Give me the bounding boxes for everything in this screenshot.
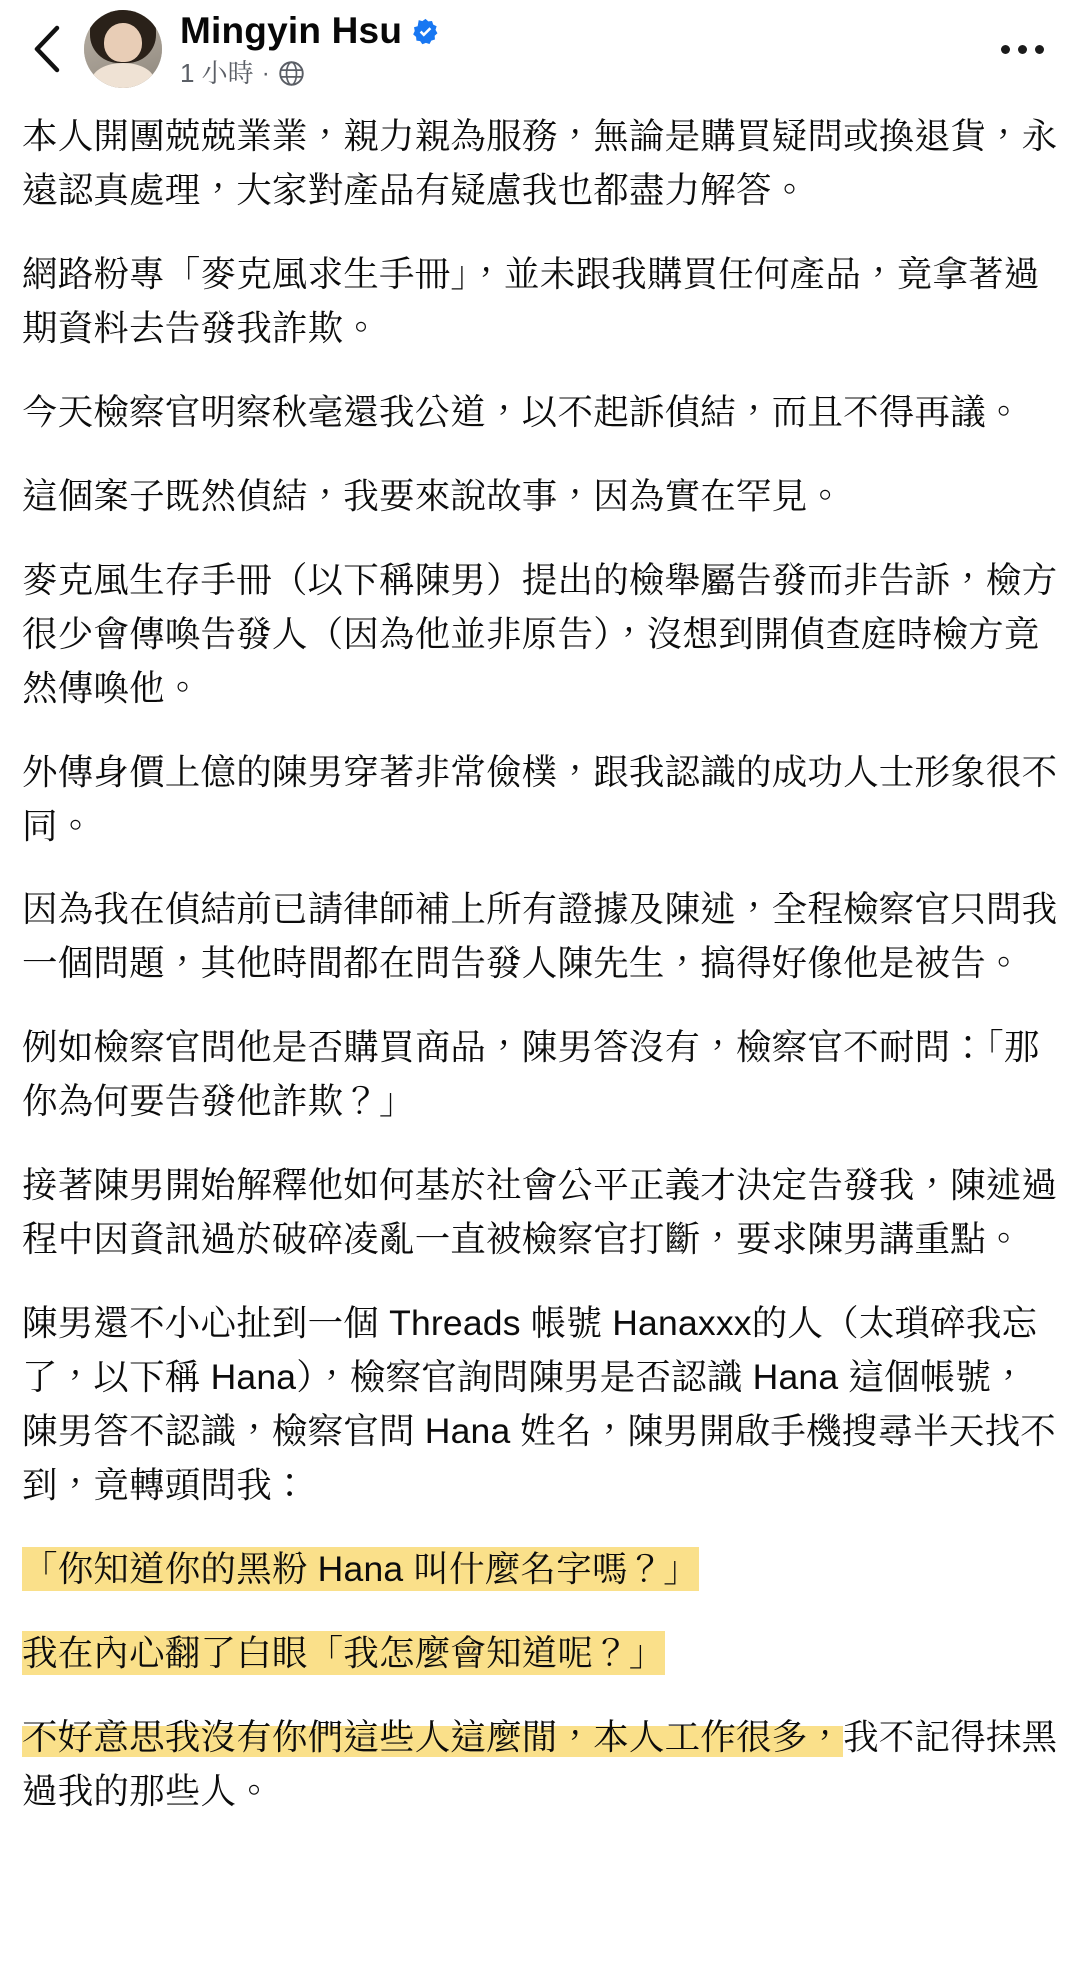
avatar-face	[104, 23, 141, 62]
chevron-left-icon	[28, 23, 68, 75]
more-options-dot	[1001, 45, 1010, 54]
more-options-button[interactable]	[990, 21, 1054, 77]
post-timestamp[interactable]: 1 小時	[180, 58, 254, 89]
post-paragraph: 例如檢察官問他是否購買商品，陳男答沒有，檢察官不耐問：「那你為何要告發他詐欺？」	[22, 1027, 1040, 1122]
post-paragraph: 陳男還不小心扯到一個 Threads 帳號 Hanaxxx的人（太瑣碎我忘了，以下稱 Hana），檢察官詢問陳男是否認識 Hana 這個帳號，陳男答不認識，檢察官問 Hana 姓名，陳男開啟手機搜尋半天找不到，竟轉頭問我：	[22, 1303, 1056, 1506]
post-paragraph: 接著陳男開始解釋他如何基於社會公平正義才決定告發我，陳述過程中因資訊過於破碎凌亂一直被檢察官打斷，要求陳男講重點。	[22, 1165, 1058, 1260]
more-options-dot	[1018, 45, 1027, 54]
post-paragraph: 這個案子既然偵結，我要來說故事，因為實在罕見。	[22, 475, 844, 516]
post-paragraph: 網路粉專「麥克風求生手冊」，並未跟我購買任何產品，竟拿著過期資料去告發我詐欺。	[22, 253, 1040, 348]
highlighted-quote-two: 我在內心翻了白眼「我怎麼會知道呢？」	[22, 1632, 665, 1673]
author-name[interactable]: Mingyin Hsu	[180, 9, 403, 51]
globe-icon[interactable]	[278, 60, 305, 87]
final-text-rest: 我不記得抹黑過我的那些人。	[22, 1716, 1058, 1811]
post-paragraph-highlighted	[22, 1543, 1058, 1597]
meta-separator: ·	[261, 59, 270, 87]
author-info	[180, 10, 980, 88]
post-paragraph: 外傳身價上億的陳男穿著非常儉樸，跟我認識的成功人士形象很不同。	[22, 751, 1058, 846]
post-paragraph-highlighted	[22, 1627, 1058, 1681]
verified-badge-icon	[411, 17, 440, 46]
post-paragraph-final	[22, 1711, 1058, 1819]
back-button[interactable]	[20, 21, 76, 77]
post-paragraph: 本人開團兢兢業業，親力親為服務，無論是購買疑問或換退貨，永遠認真處理，大家對產品有疑慮我也都盡力解答。	[22, 116, 1058, 210]
highlighted-final-text: 不好意思我沒有你們這些人這麼閒，本人工作很多，	[22, 1716, 844, 1757]
post-paragraph: 麥克風生存手冊（以下稱陳男）提出的檢舉屬告發而非告訴，檢方很少會傳喚告發人（因為他並非原告），沒想到開偵查庭時檢方竟然傳喚他。	[22, 559, 1058, 708]
author-name-row	[180, 10, 980, 53]
more-options-dot	[1035, 45, 1044, 54]
avatar[interactable]	[84, 10, 162, 88]
post-paragraph: 因為我在偵結前已請律師補上所有證據及陳述，全程檢察官只問我一個問題，其他時間都在問告發人陳先生，搞得好像他是被告。	[22, 889, 1058, 984]
highlighted-quote-one: 「你知道你的黑粉 Hana 叫什麼名字嗎？」	[22, 1549, 699, 1590]
post-meta-row	[180, 59, 980, 88]
post-content	[0, 96, 1080, 1819]
post-paragraph: 今天檢察官明察秋毫還我公道，以不起訴偵結，而且不得再議。	[22, 391, 1022, 432]
post-header	[0, 0, 1080, 96]
